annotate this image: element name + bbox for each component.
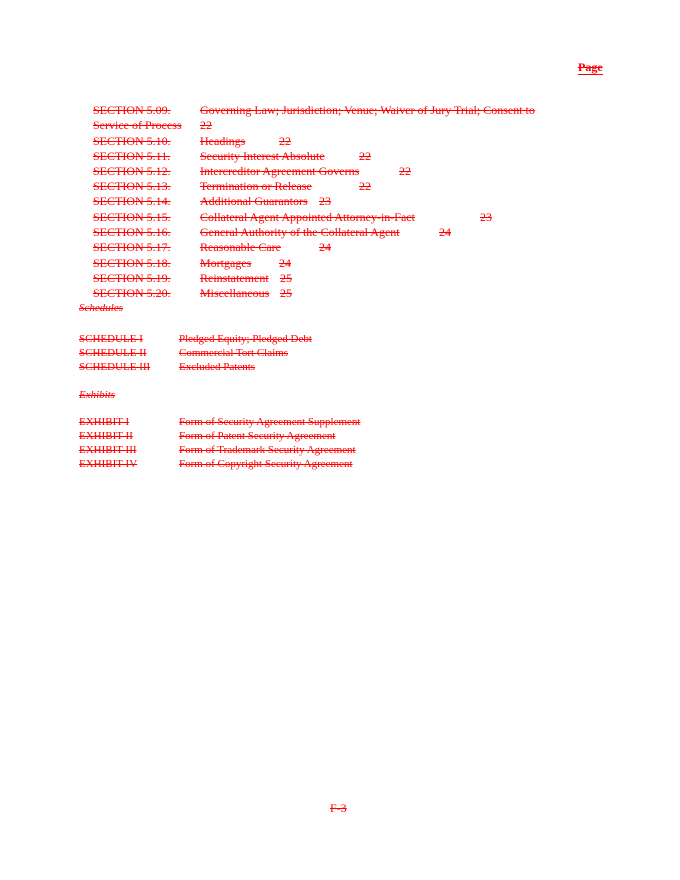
schedule-row [79, 360, 379, 374]
section-number: SECTION 5.20. [93, 286, 171, 300]
toc-row-5-18 [93, 256, 393, 271]
section-page: 22 [279, 134, 291, 148]
exhibit-title: Form of Security Agreement Supplement [179, 416, 361, 428]
schedule-number: SCHEDULE II [79, 347, 147, 359]
section-page: 22 [200, 118, 212, 132]
toc-row-5-09-cont [93, 118, 293, 133]
exhibit-number: EXHIBIT I [79, 416, 130, 428]
toc-row-5-10 [93, 134, 393, 149]
exhibit-row [79, 457, 409, 471]
toc-row-5-09 [93, 103, 593, 118]
section-title: Reasonable Care [200, 240, 281, 254]
section-page: 22 [399, 164, 411, 178]
section-page: 22 [359, 179, 371, 193]
section-title: Intercreditor Agreement Governs [200, 164, 360, 178]
schedule-title: Pledged Equity; Pledged Debt [179, 333, 312, 345]
exhibits-heading: Exhibits [79, 389, 116, 401]
section-title: Collateral Agent Appointed Attorney-in-Fact [200, 210, 415, 224]
section-page: 24 [279, 256, 291, 270]
section-title: Additional Guarantors [200, 194, 308, 208]
section-page: 25 [280, 271, 292, 285]
schedule-title: Excluded Patents [179, 361, 256, 373]
toc-row-5-20 [93, 286, 393, 301]
section-number: SECTION 5.16. [93, 225, 171, 239]
exhibit-row [79, 429, 409, 443]
section-number: SECTION 5.19. [93, 271, 171, 285]
exhibit-title: Form of Patent Security Agreement [179, 430, 336, 442]
toc-row-5-15 [93, 210, 513, 225]
section-number: SECTION 5.12. [93, 164, 171, 178]
section-title: Termination or Release [200, 179, 312, 193]
toc-row-5-16 [93, 225, 473, 240]
toc-row-5-14 [93, 194, 393, 209]
toc-row-5-19 [93, 271, 393, 286]
exhibit-row [79, 415, 409, 429]
section-number: SECTION 5.18. [93, 256, 171, 270]
section-title: Governing Law; Jurisdiction; Venue; Waiver of Jury Trial; Consent to [200, 103, 535, 117]
schedule-row [79, 346, 379, 360]
section-number: SECTION 5.14. [93, 194, 171, 208]
section-page: 23 [480, 210, 492, 224]
exhibit-number: EXHIBIT IV [79, 458, 138, 470]
section-number: SECTION 5.09. [93, 103, 171, 117]
toc-row-5-11 [93, 149, 393, 164]
section-page: 24 [439, 225, 451, 239]
section-title: Miscellaneous [200, 286, 270, 300]
schedule-number: SCHEDULE I [79, 333, 143, 345]
page-number: F-3 [330, 801, 347, 815]
section-title: Reinstatement [200, 271, 269, 285]
schedule-number: SCHEDULE III [79, 361, 151, 373]
section-number: SECTION 5.10. [93, 134, 171, 148]
section-title: Headings [200, 134, 246, 148]
section-title-continued: Service of Process [93, 118, 182, 132]
section-title: Mortgages [200, 256, 252, 270]
schedules-heading: Schedules [79, 302, 123, 314]
schedule-title: Commercial Tort Claims [179, 347, 289, 359]
toc-row-5-17 [93, 240, 393, 255]
section-number: SECTION 5.11. [93, 149, 171, 163]
section-page: 22 [359, 149, 371, 163]
section-title: General Authority of the Collateral Agent [200, 225, 400, 239]
toc-row-5-12 [93, 164, 433, 179]
toc-row-5-13 [93, 179, 393, 194]
exhibit-title: Form of Copyright Security Agreement [179, 458, 353, 470]
section-number: SECTION 5.15. [93, 210, 171, 224]
section-page: 23 [319, 194, 331, 208]
section-number: SECTION 5.13. [93, 179, 171, 193]
section-page: 25 [280, 286, 292, 300]
exhibit-row [79, 443, 409, 457]
exhibit-number: EXHIBIT III [79, 444, 137, 456]
section-title: Security Interest Absolute [200, 149, 325, 163]
schedule-row [79, 332, 379, 346]
exhibit-number: EXHIBIT II [79, 430, 133, 442]
page-column-label: Page [578, 60, 603, 74]
section-number: SECTION 5.17. [93, 240, 171, 254]
exhibit-title: Form of Trademark Security Agreement [179, 444, 356, 456]
section-page: 24 [319, 240, 331, 254]
